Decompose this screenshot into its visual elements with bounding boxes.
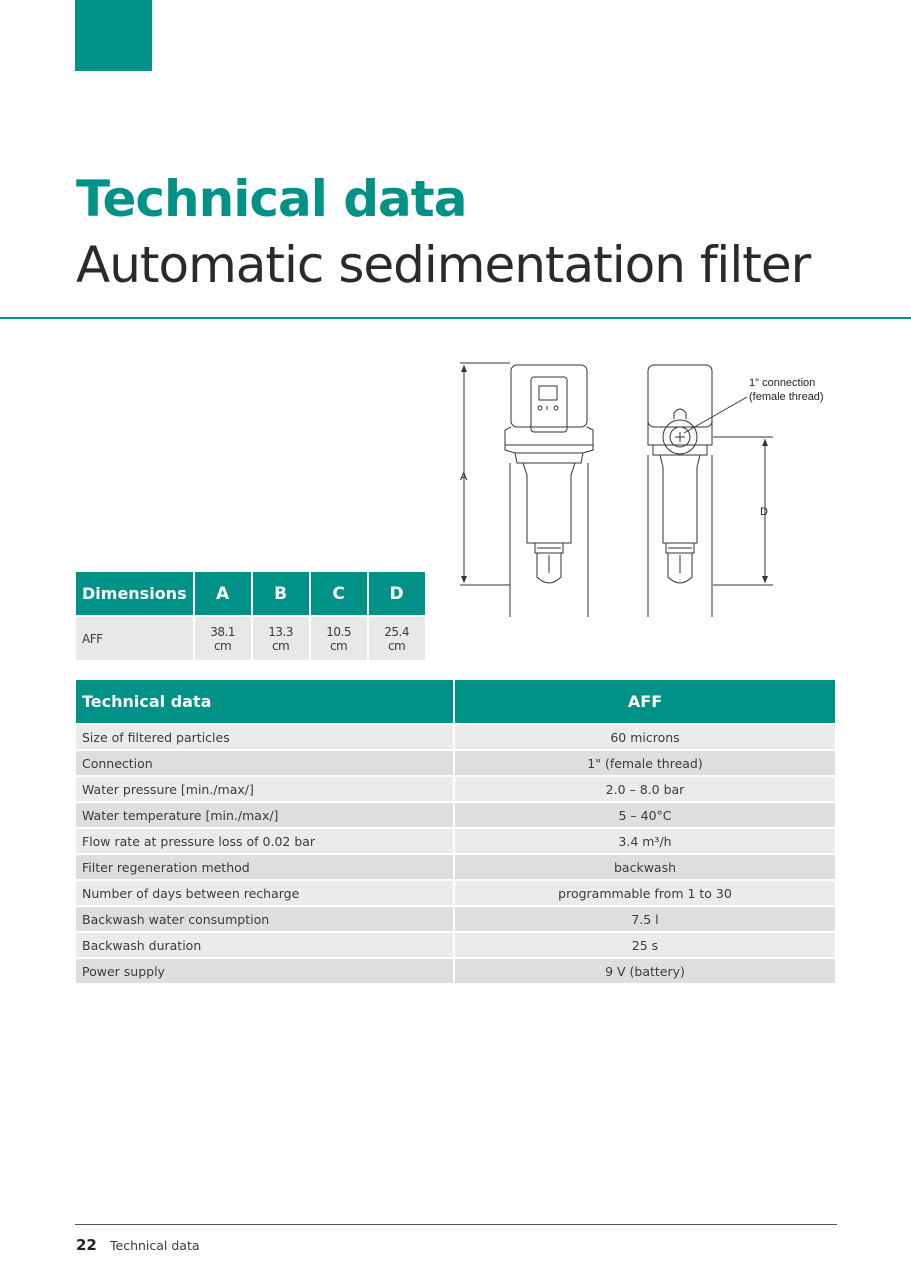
dimensions-header-d: D: [369, 572, 425, 615]
row-value: 9 V (battery): [455, 959, 835, 983]
row-label: Power supply: [76, 959, 453, 983]
footer-section-label: Technical data: [110, 1238, 200, 1253]
dimension-d-value: 25.4 cm: [369, 617, 425, 660]
label-a: A: [460, 471, 468, 483]
dimensions-header-a: A: [195, 572, 251, 615]
row-value: 60 microns: [455, 725, 835, 749]
table-row: [76, 803, 835, 827]
page-title: Technical data: [76, 170, 467, 228]
table-row: [76, 829, 835, 853]
table-row: [76, 751, 835, 775]
technical-header-row: [76, 680, 835, 723]
row-label: Backwash water consumption: [76, 907, 453, 931]
row-value: programmable from 1 to 30: [455, 881, 835, 905]
row-value: 7.5 l: [455, 907, 835, 931]
table-row: [76, 777, 835, 801]
callout-text-line2: (female thread): [749, 391, 824, 403]
row-label: Number of days between recharge: [76, 881, 453, 905]
label-d: D: [760, 506, 768, 518]
row-value: 3.4 m³/h: [455, 829, 835, 853]
dimensions-header: Dimensions: [76, 572, 193, 615]
footer-divider: [75, 1224, 837, 1225]
page-subtitle: Automatic sedimentation filter: [76, 236, 811, 294]
row-label: Water temperature [min./max/]: [76, 803, 453, 827]
row-label: Flow rate at pressure loss of 0.02 bar: [76, 829, 453, 853]
technical-header-label: Technical data: [76, 680, 453, 723]
front-display-panel: [531, 377, 567, 432]
dimensions-table: [74, 570, 427, 662]
filter-diagram: [455, 355, 855, 620]
table-row: [76, 959, 835, 983]
table-row: [76, 855, 835, 879]
row-value: 5 – 40°C: [455, 803, 835, 827]
page-number: 22: [76, 1236, 97, 1254]
callout-leader: [684, 397, 747, 433]
row-value: 1" (female thread): [455, 751, 835, 775]
corner-tab-block: [75, 0, 152, 71]
table-row: [76, 725, 835, 749]
table-row: [76, 933, 835, 957]
table-row: [76, 881, 835, 905]
row-value: backwash: [455, 855, 835, 879]
dimension-c-value: 10.5 cm: [311, 617, 367, 660]
side-head: [648, 365, 712, 427]
technical-data-table: [74, 678, 837, 985]
row-label: Water pressure [min./max/]: [76, 777, 453, 801]
dimension-b-value: 13.3 cm: [253, 617, 309, 660]
dimensions-model: AFF: [76, 617, 193, 660]
row-value: 2.0 – 8.0 bar: [455, 777, 835, 801]
dimension-a-value: 38.1 cm: [195, 617, 251, 660]
row-label: Size of filtered particles: [76, 725, 453, 749]
row-value: 25 s: [455, 933, 835, 957]
row-label: Filter regeneration method: [76, 855, 453, 879]
dimensions-header-c: C: [311, 572, 367, 615]
table-row: [76, 617, 425, 660]
header-divider: [0, 317, 911, 319]
filter-drawing: [455, 355, 855, 620]
row-label: Backwash duration: [76, 933, 453, 957]
dimensions-header-b: B: [253, 572, 309, 615]
callout-text-line1: 1" connection: [749, 377, 816, 389]
front-head: [511, 365, 587, 427]
technical-header-model: AFF: [455, 680, 835, 723]
table-row: [76, 907, 835, 931]
row-label: Connection: [76, 751, 453, 775]
dimensions-header-row: [76, 572, 425, 615]
